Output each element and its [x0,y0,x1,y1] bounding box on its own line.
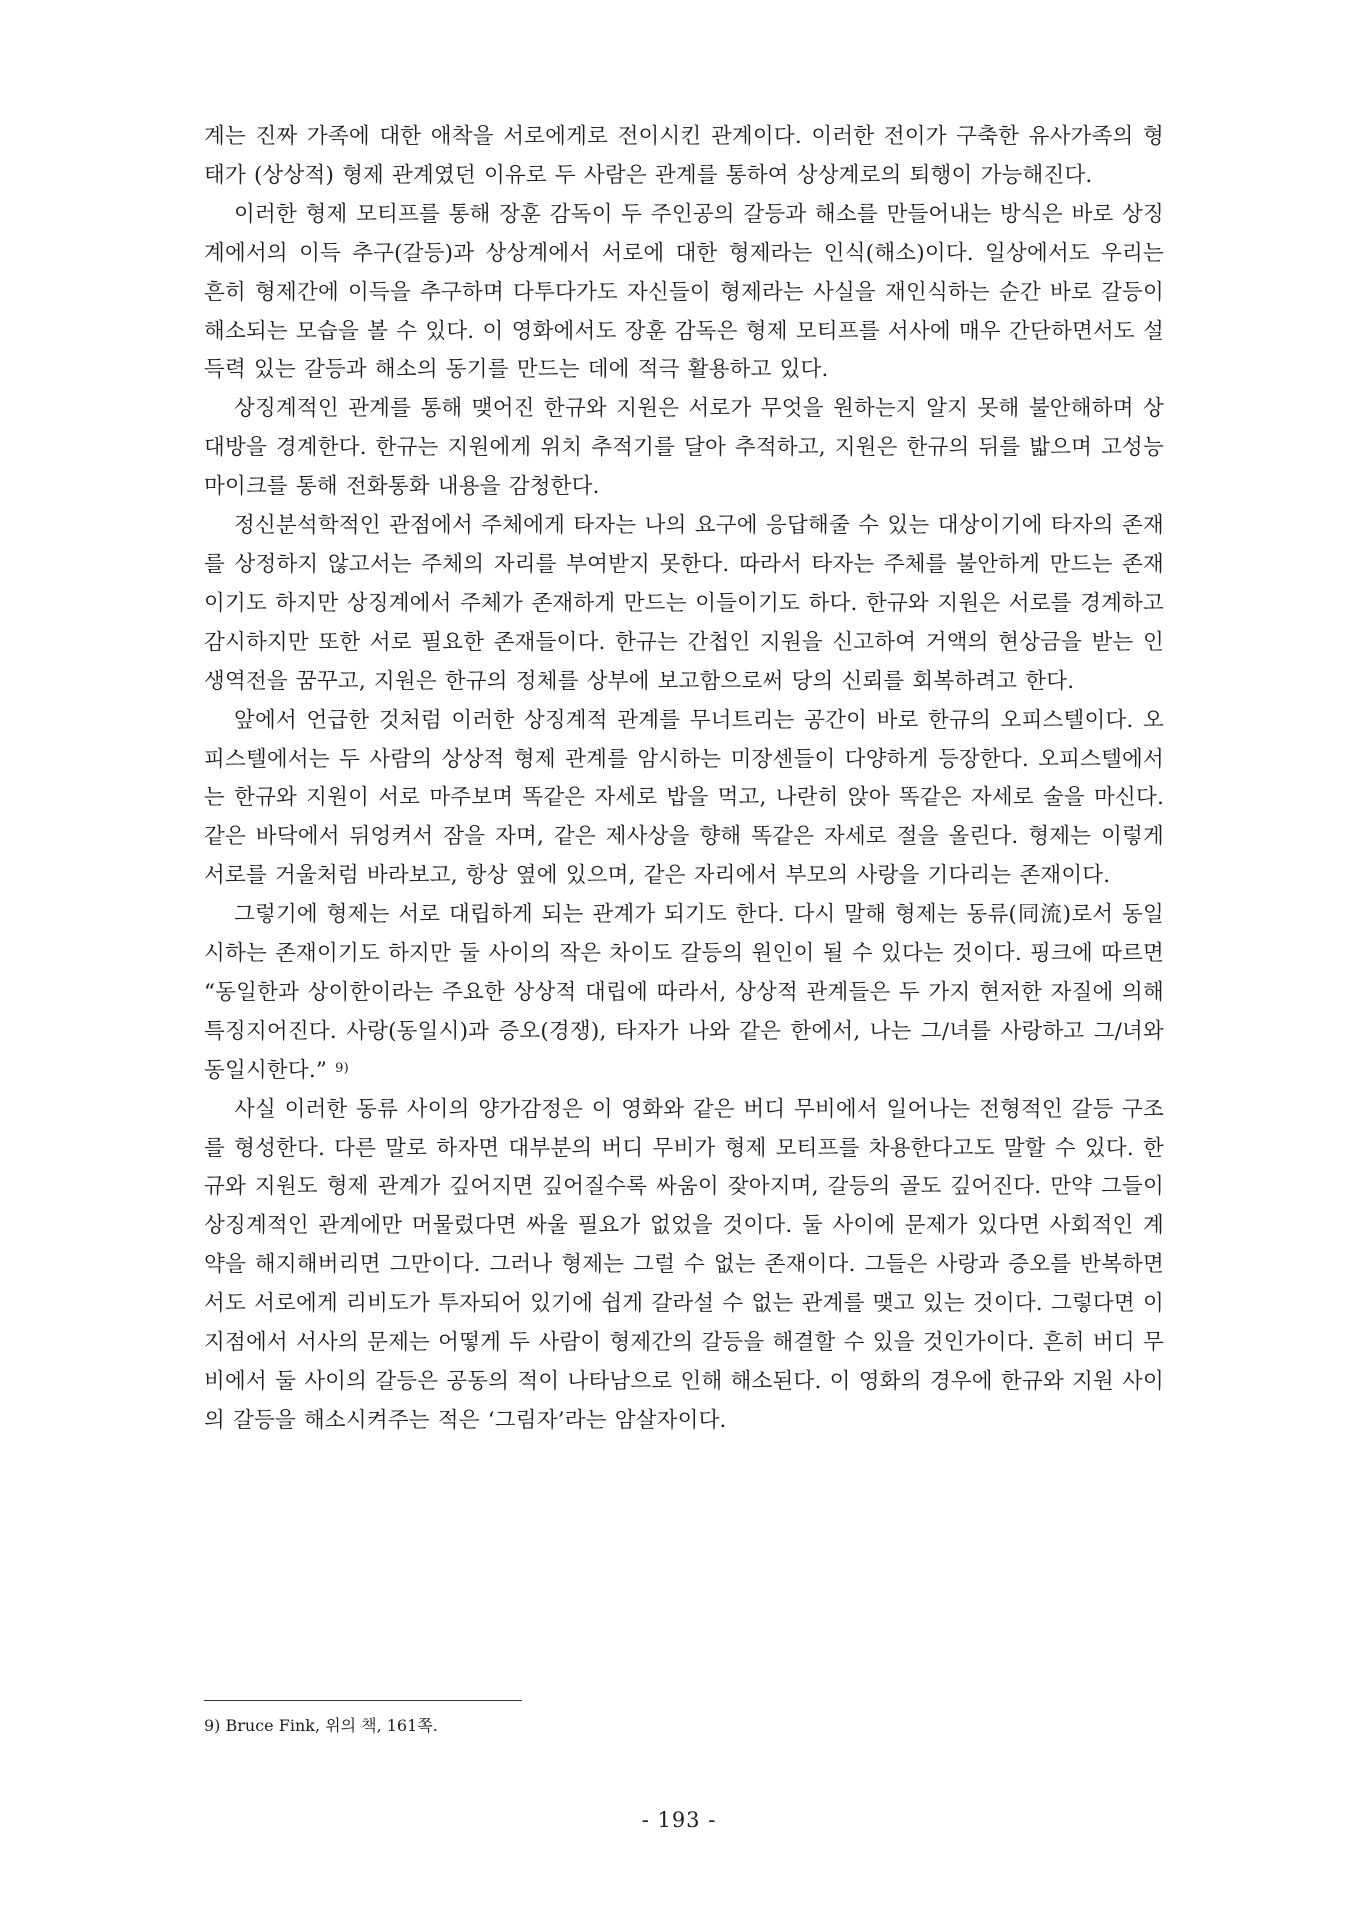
footnote-divider [204,1700,522,1701]
paragraph-continuation: 계는 진짜 가족에 대한 애착을 서로에게로 전이시킨 관계이다. 이러한 전이가 구축한 유사가족의 형태가 (상상적) 형제 관계였던 이유로 두 사람은 관계를 통하여 상상계로의 퇴행이 가능해진다. [204,124,1164,188]
page-number: - 193 - [641,1808,717,1832]
body-text [204,118,1164,1441]
paragraph: 정신분석학적인 관점에서 주체에게 타자는 나의 요구에 응답해줄 수 있는 대상이기에 타자의 존재를 상정하지 않고서는 주체의 자리를 부여받지 못한다. 따라서 타자는 주체를 불안하게 만드는 존재이기도 하지만 상징계에서 주체가 존재하게 만드는 이들이기도 하다. 한규와 지원은 서로를 경계하고 감시하지만 또한 서로 필요한 존재들이다. 한규는 간첩인 지원을 신고하여 거액의 현상금을 받는 인생역전을 꿈꾸고, 지원은 한규의 정체를 상부에 보고함으로써 당의 신뢰를 회복하려고 한다. [204,513,1164,694]
paragraph: 앞에서 언급한 것처럼 이러한 상징계적 관계를 무너트리는 공간이 바로 한규의 오피스텔이다. 오피스텔에서는 두 사람의 상상적 형제 관계를 암시하는 미장센들이 다양하게 등장한다. 오피스텔에서는 한규와 지원이 서로 마주보며 똑같은 자세로 밥을 먹고, 나란히 앉아 똑같은 자세로 술을 마신다. 같은 바닥에서 뒤엉켜서 잠을 자며, 같은 제사상을 향해 똑같은 자세로 절을 올린다. 형제는 이렇게 서로를 거울처럼 바라보고, 항상 옆에 있으며, 같은 자리에서 부모의 사랑을 기다리는 존재이다. [204,707,1164,889]
paragraph-with-footnote [204,896,1164,1091]
paragraph: 사실 이러한 동류 사이의 양가감정은 이 영화와 같은 버디 무비에서 일어나는 전형적인 갈등 구조를 형성한다. 다른 말로 하자면 대부분의 버디 무비가 형제 모티프를 차용한다고도 말할 수 있다. 한규와 지원도 형제 관계가 깊어지면 깊어질수록 싸움이 잦아지며, 갈등의 골도 깊어진다. 만약 그들이 상징계적인 관계에만 머물렀다면 싸울 필요가 없었을 것이다. 둘 사이에 문제가 있다면 사회적인 계약을 해지해버리면 그만이다. 그러나 형제는 그럴 수 없는 존재이다. 그들은 사랑과 증오를 반복하면서도 서로에게 리비도가 투자되어 있기에 쉽게 갈라설 수 없는 관계를 맺고 있는 것이다. 그렇다면 이 지점에서 서사의 문제는 어떻게 두 사람이 형제간의 갈등을 해결할 수 있을 것인가이다. 흔히 버디 무비에서 둘 사이의 갈등은 공동의 적이 나타남으로 인해 해소된다. 이 영화의 경우에 한규와 지원 사이의 갈등을 해소시켜주는 적은 ‘그림자’라는 암살자이다. [204,1096,1164,1433]
paragraph-text: 그렇기에 형제는 서로 대립하게 되는 관계가 되기도 한다. 다시 말해 형제는 동류(同流)로서 동일시하는 존재이기도 하지만 둘 사이의 작은 차이도 갈등의 원인이 될 수 있다는 것이다. 핑크에 따르면 “동일한과 상이한이라는 주요한 상상적 대립에 따라서, 상상적 관계들은 두 가지 현저한 자질에 의해 특징지어진다. 사랑(동일시)과 증오(경쟁), 타자가 나와 같은 한에서, 나는 그/녀를 사랑하고 그/녀와 동일시한다.” [204,902,1164,1083]
paragraph: 이러한 형제 모티프를 통해 장훈 감독이 두 주인공의 갈등과 해소를 만들어내는 방식은 바로 상징계에서의 이득 추구(갈등)과 상상계에서 서로에 대한 형제라는 인식(해소)이다. 일상에서도 우리는 흔히 형제간에 이득을 추구하며 다투다가도 자신들이 형제라는 사실을 재인식하는 순간 바로 갈등이 해소되는 모습을 볼 수 있다. 이 영화에서도 장훈 감독은 형제 모티프를 서사에 매우 간단하면서도 설득력 있는 갈등과 해소의 동기를 만드는 데에 적극 활용하고 있다. [204,201,1164,383]
paragraph: 상징계적인 관계를 통해 맺어진 한규와 지원은 서로가 무엇을 원하는지 알지 못해 불안해하며 상대방을 경계한다. 한규는 지원에게 위치 추적기를 달아 추적하고, 지원은 한규의 뒤를 밟으며 고성능 마이크를 통해 전화통화 내용을 감청한다. [204,396,1164,500]
footnote-reference[interactable]: 9) [335,1060,349,1076]
footnote: 9) Bruce Fink, 위의 책, 161쪽. [204,1716,438,1735]
